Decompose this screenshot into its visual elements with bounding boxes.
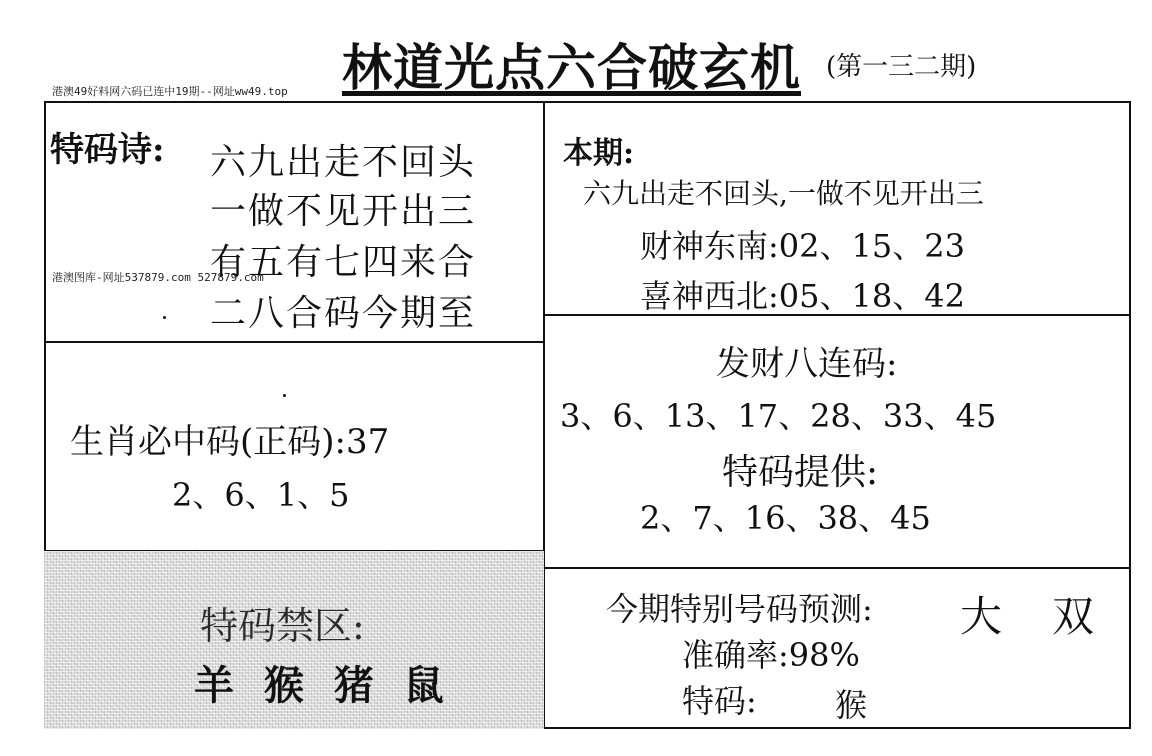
issue-number: (第一三二期) — [826, 52, 977, 82]
speck — [283, 394, 286, 397]
poem-line-2: 一做不见开出三 — [210, 191, 477, 232]
speck — [163, 316, 166, 319]
zodiac-numbers: 2、6、1、5 — [172, 476, 350, 514]
poem-heading: 特码诗: — [50, 130, 165, 170]
left-row-divider — [44, 341, 544, 343]
special-zodiac-value: 猴 — [835, 686, 868, 724]
prediction-label: 今期特别号码预测: — [606, 590, 873, 628]
forbidden-heading: 特码禁区: — [200, 604, 365, 648]
lucky-heading: 发财八连码: — [716, 344, 898, 384]
table-right-border — [1129, 101, 1131, 729]
wealth-god-row: 财神东南:02、15、23 — [640, 227, 965, 265]
lucky-numbers: 3、6、13、17、28、33、45 — [560, 397, 997, 435]
forbidden-values: 羊 猴 猪 鼠 — [194, 662, 452, 709]
page-title: 林道光点六合破玄机 — [342, 38, 801, 97]
poem-line-3: 有五有七四来合 — [210, 242, 477, 283]
zodiac-label: 生肖必中码(正码):37 — [70, 422, 390, 462]
watermark-top: 港澳49好料网六码已连中19期--网址ww49.top — [52, 85, 288, 98]
special-zodiac-label: 特码: — [682, 682, 757, 720]
poem-line-1: 六九出走不回头 — [210, 142, 477, 183]
current-heading: 本期: — [563, 136, 635, 171]
accuracy-rate: 准确率:98% — [682, 636, 860, 674]
special-numbers: 2、7、16、38、45 — [640, 499, 931, 537]
special-heading: 特码提供: — [722, 452, 879, 493]
prediction-even: 双 — [1052, 592, 1095, 641]
table-left-border — [44, 101, 46, 551]
watermark-middle: 港澳图库-网址537879.com 527879.com — [52, 271, 264, 284]
poem-line-4: 二八合码今期至 — [210, 293, 477, 334]
prediction-big: 大 — [960, 592, 1003, 641]
current-verse: 六九出走不回头,一做不见开出三 — [583, 177, 984, 210]
joy-god-row: 喜神西北:05、18、42 — [640, 277, 965, 315]
right-bottom-border — [543, 727, 1131, 729]
table-top-border — [44, 101, 1131, 103]
right-row-divider-2 — [543, 567, 1131, 569]
